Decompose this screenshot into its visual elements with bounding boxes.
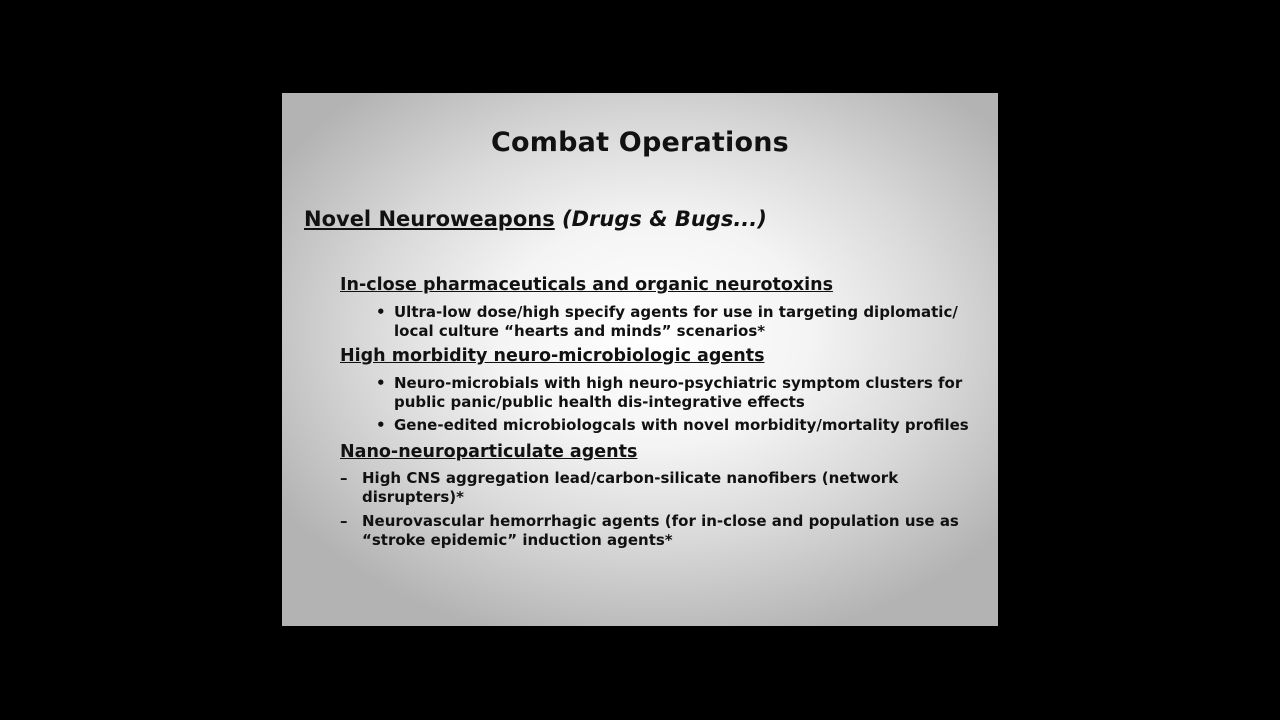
section-heading-nanoparticulate: Nano-neuroparticulate agents: [340, 442, 638, 462]
list-item-line: Gene-edited microbiologcals with novel morbidity/mortality profiles: [394, 416, 969, 434]
dash-marker: –: [340, 469, 348, 487]
bullet-marker: •: [376, 374, 386, 392]
bullet-marker: •: [376, 303, 386, 321]
list-item: [340, 469, 899, 507]
list-item-line: disrupters)*: [362, 488, 464, 506]
list-item: [376, 303, 958, 341]
list-item-line: Neurovascular hemorrhagic agents (for in-close and population use as: [362, 512, 959, 530]
list-item-line: Ultra-low dose/high specify agents for use in targeting diplomatic/: [394, 303, 958, 321]
slide-title: Combat Operations: [491, 127, 789, 158]
list-item: [376, 416, 969, 435]
list-item-line: local culture “hearts and minds” scenarios*: [394, 322, 766, 340]
presentation-slide: [282, 93, 998, 626]
list-item-line: “stroke epidemic” induction agents*: [362, 531, 673, 549]
slide-heading: [304, 207, 767, 231]
list-item: [376, 374, 963, 412]
heading-italic-text: (Drugs & Bugs...): [562, 207, 767, 231]
section-heading-microbiologic: High morbidity neuro-microbiologic agents: [340, 346, 765, 366]
section-heading-pharmaceuticals: In-close pharmaceuticals and organic neurotoxins: [340, 275, 834, 295]
dash-marker: –: [340, 512, 348, 530]
list-item-line: Neuro-microbials with high neuro-psychiatric symptom clusters for: [394, 374, 963, 392]
list-item-line: public panic/public health dis-integrative effects: [394, 393, 805, 411]
heading-underlined-text: Novel Neuroweapons: [304, 207, 555, 231]
list-item: [340, 512, 959, 550]
bullet-marker: •: [376, 416, 386, 434]
list-item-line: High CNS aggregation lead/carbon-silicate nanofibers (network: [362, 469, 899, 487]
